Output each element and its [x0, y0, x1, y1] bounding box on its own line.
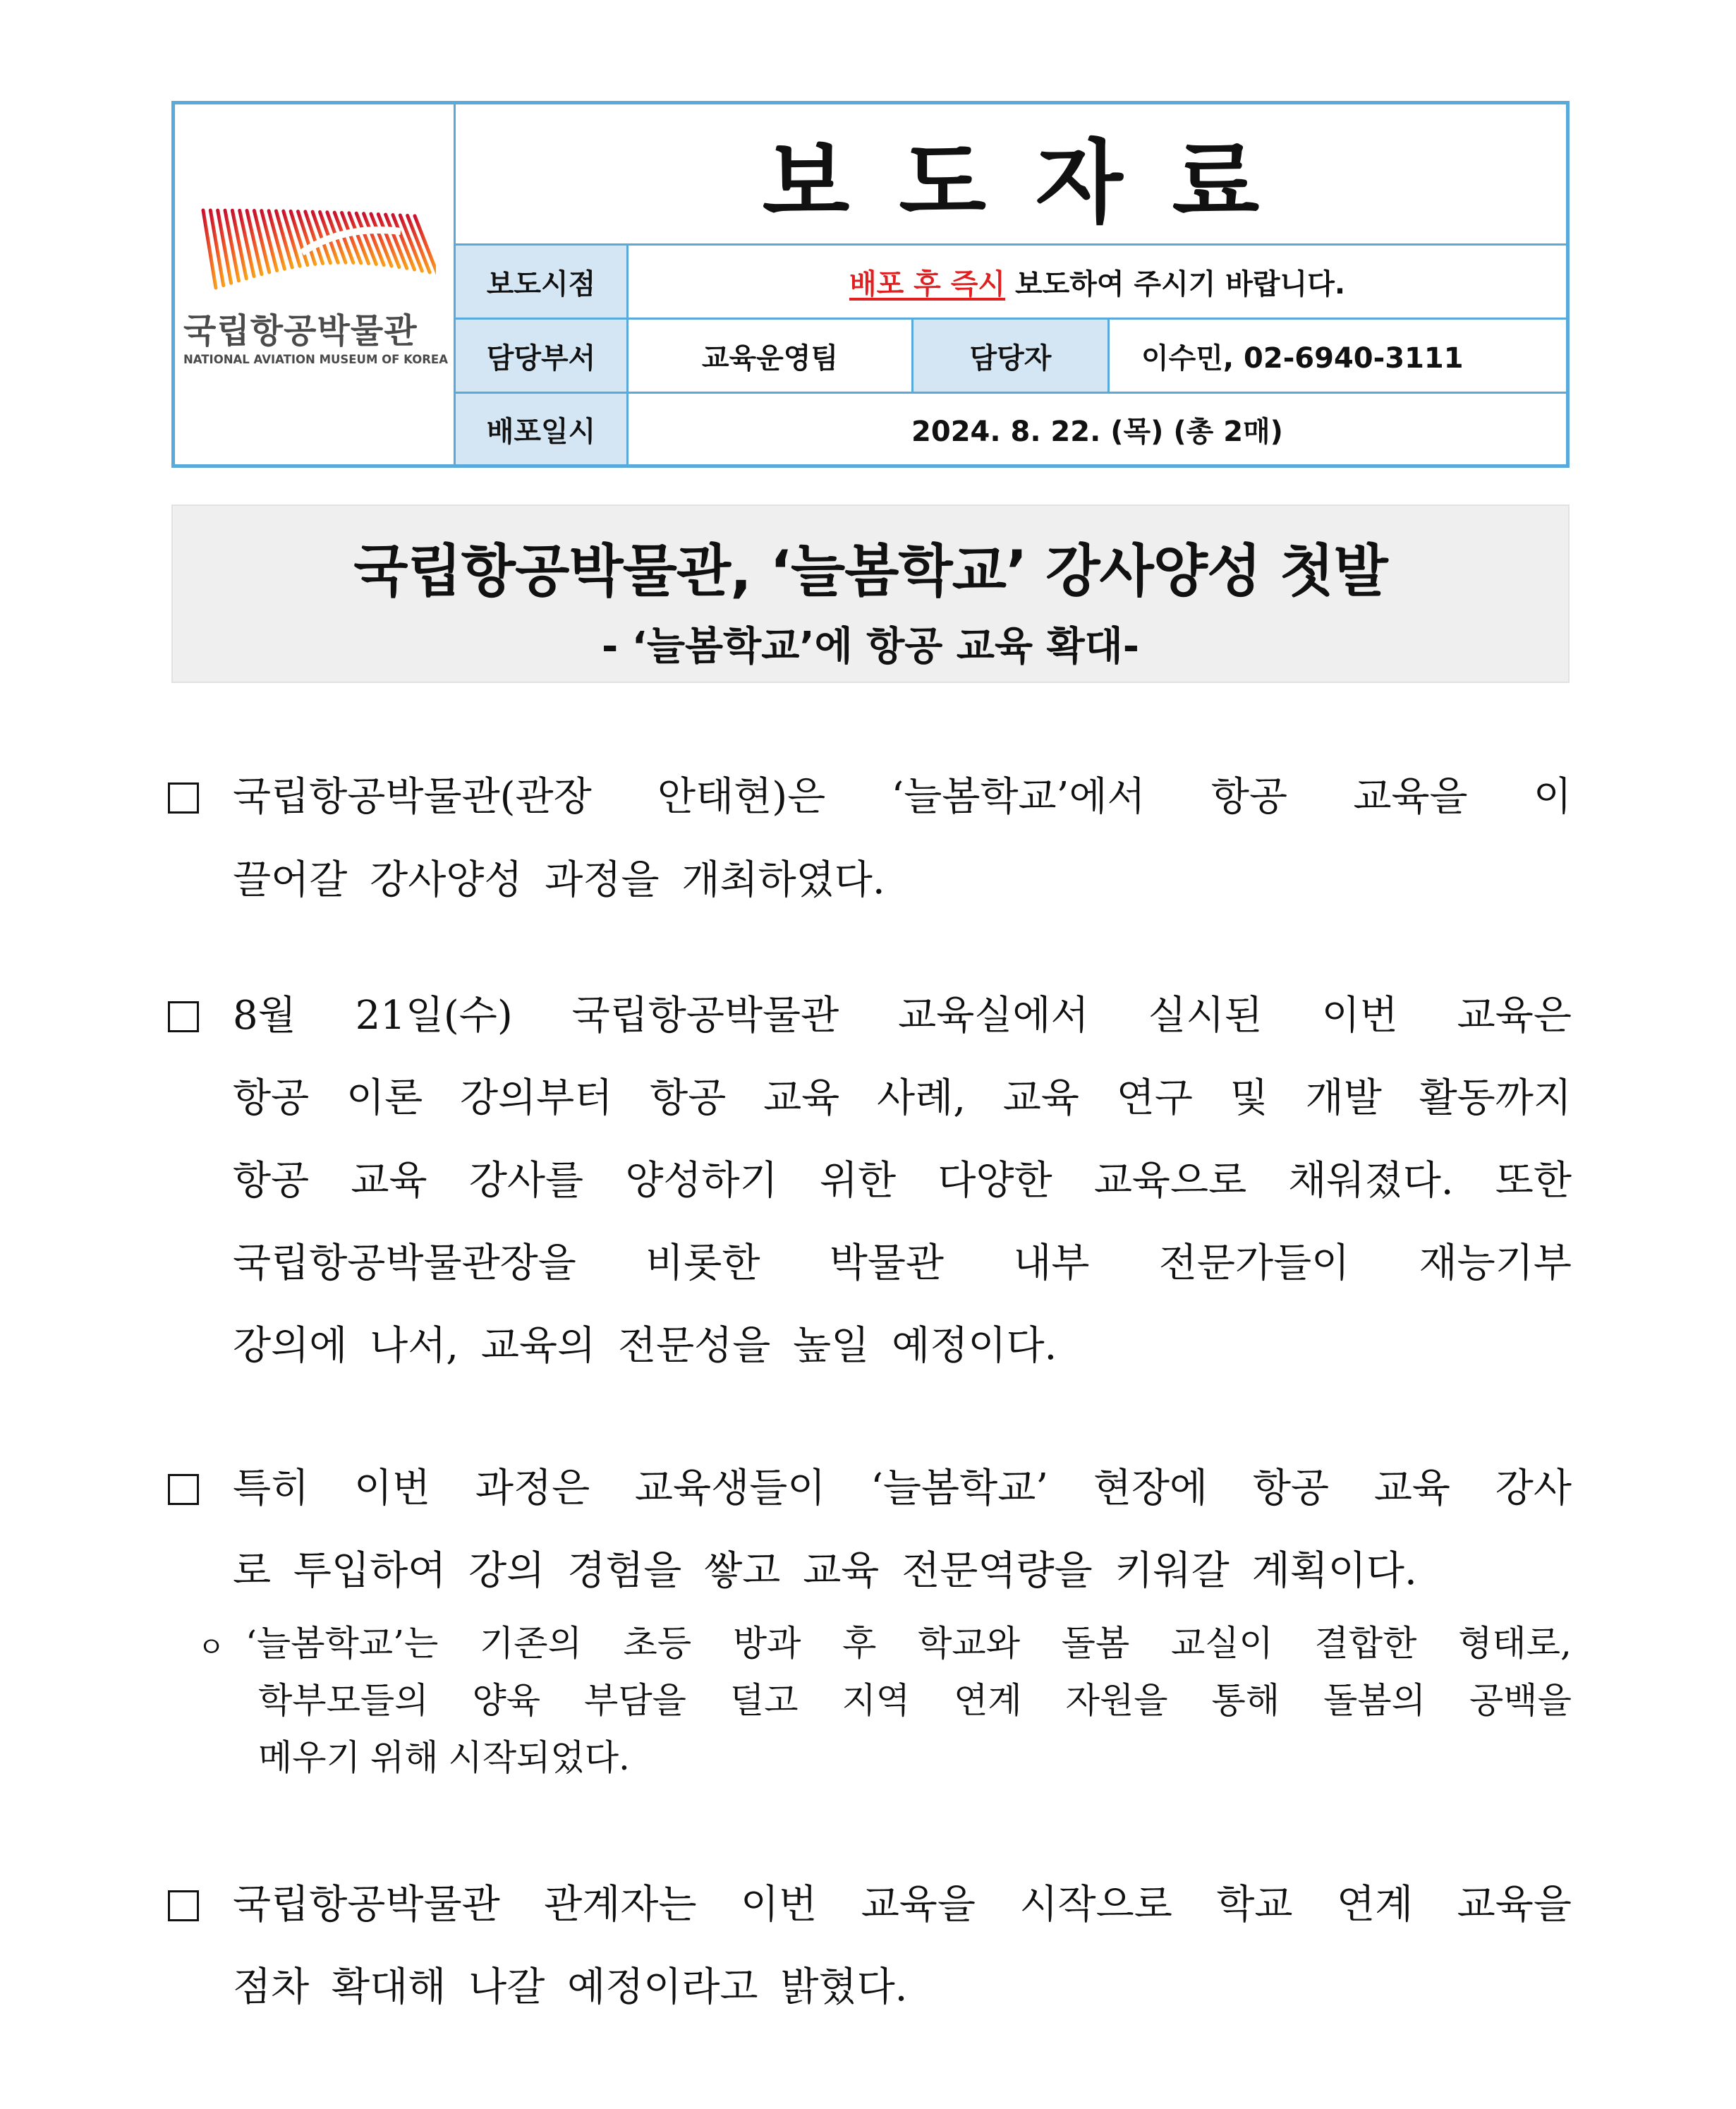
- word: 항공: [650, 1075, 727, 1121]
- paragraph-line: [233, 1322, 1572, 1371]
- word: 교육: [351, 1158, 427, 1204]
- word: 돌봄의: [1323, 1680, 1426, 1721]
- word: 학교: [1216, 1882, 1293, 1928]
- headline-sub: - ‘늘봄학교’에 항공 교육 확대-: [601, 624, 1140, 670]
- word: ‘늘봄학교’는: [245, 1623, 439, 1664]
- sub-paragraph-line: [258, 1679, 1572, 1722]
- word: 다양한: [937, 1158, 1052, 1204]
- word: 경험을: [567, 1548, 695, 1594]
- word: 확대해: [332, 1964, 459, 2010]
- word: 이론: [346, 1075, 423, 1121]
- word: 기존의: [479, 1623, 582, 1664]
- word: 현장에: [1093, 1466, 1208, 1511]
- word: 점차: [233, 1964, 322, 2010]
- logo-ray: [240, 210, 254, 276]
- word: 양성하기: [625, 1158, 778, 1204]
- word: 교육: [803, 1548, 892, 1594]
- word: 국립항공박물관: [233, 1882, 500, 1928]
- paragraph-line: [233, 1156, 1572, 1206]
- checkbox-bullet-icon: [168, 1890, 199, 1921]
- word: 강의: [468, 1548, 558, 1594]
- word: 이번: [353, 1466, 431, 1511]
- word: 투입하여: [293, 1548, 459, 1594]
- word: 높일: [793, 1323, 882, 1369]
- release-timing-rest: 보도하여 주시기 바랍니다.: [1005, 267, 1346, 301]
- word: 학부모들의: [258, 1680, 429, 1721]
- checkbox-bullet-icon: [168, 1474, 199, 1505]
- department-value: 교육운영팀: [701, 342, 839, 375]
- word: 나갈: [468, 1964, 558, 2010]
- word: 사례,: [877, 1075, 966, 1121]
- word: 활동까지: [1419, 1075, 1572, 1121]
- word: 지역: [842, 1680, 911, 1721]
- release-timing-value: [629, 246, 1566, 318]
- word: 이: [1533, 774, 1572, 820]
- word: 통해: [1211, 1680, 1280, 1721]
- word: 부담을: [584, 1680, 686, 1721]
- headline-box: [171, 504, 1570, 683]
- logo-ray: [247, 210, 262, 274]
- word: 교육생들이: [634, 1466, 826, 1511]
- sub-paragraph-line: [245, 1622, 1572, 1664]
- paragraph-line: [233, 773, 1572, 822]
- sub-paragraph-line: [258, 1736, 1572, 1779]
- word: 항공: [233, 1158, 310, 1204]
- word: 쌓고: [704, 1548, 794, 1594]
- word: 교육으로: [1093, 1158, 1247, 1204]
- sub-bullet-icon: ㅇ: [198, 1631, 225, 1664]
- word: 실시된: [1148, 993, 1263, 1039]
- museum-logo-mark-icon: [196, 203, 436, 302]
- word: 시작으로: [1019, 1882, 1172, 1928]
- department-label: 담당부서: [456, 320, 626, 392]
- word: 메우기: [258, 1737, 360, 1778]
- word: 강의에: [233, 1323, 360, 1369]
- paragraph-line: [233, 856, 1572, 905]
- word: 돌봄: [1061, 1623, 1130, 1664]
- checkbox-bullet-icon: [168, 782, 199, 814]
- body-paragraph-3: [168, 1464, 1572, 1817]
- paragraph-line: [233, 991, 1572, 1041]
- word: 교실이: [1170, 1623, 1273, 1664]
- word: 국립항공박물관장을: [233, 1240, 576, 1286]
- word: 교육을: [1353, 774, 1468, 820]
- word: 계획이다.: [1251, 1548, 1417, 1594]
- headline-main: 국립항공박물관, ‘늘봄학교’ 강사양성 첫발: [353, 538, 1388, 604]
- paragraph-line: [233, 1239, 1572, 1288]
- logo-english-name: NATIONAL AVIATION MUSEUM OF KOREA: [183, 353, 448, 366]
- word: 교육: [1002, 1075, 1079, 1121]
- word: 21일(수): [355, 993, 513, 1039]
- word: 공백을: [1469, 1680, 1572, 1721]
- word: ‘늘봄학교’: [870, 1466, 1049, 1511]
- word: 예정이다.: [892, 1323, 1057, 1369]
- distribution-date-value: 2024. 8. 22. (목) (총 2매): [911, 415, 1283, 448]
- word: 덜고: [729, 1680, 799, 1721]
- word: 개최하였다.: [681, 857, 885, 903]
- checkbox-bullet-icon: [168, 1001, 199, 1032]
- press-release-header-table: [171, 101, 1570, 468]
- word: 밝혔다.: [780, 1964, 908, 2010]
- word: 채워졌다.: [1288, 1158, 1454, 1204]
- word: 및: [1230, 1075, 1268, 1121]
- logo-ray: [232, 210, 246, 278]
- word: 관계자는: [544, 1882, 697, 1928]
- release-timing-label: 보도시점: [456, 246, 626, 318]
- paragraph-line: [233, 1880, 1572, 1930]
- paragraph-line: [233, 1074, 1572, 1123]
- word: 연계: [1336, 1882, 1414, 1928]
- word: 강사를: [468, 1158, 584, 1204]
- body-paragraph-4: [168, 1880, 1572, 2022]
- body-paragraph-2: [168, 991, 1572, 1386]
- word: 항공: [1252, 1466, 1330, 1511]
- word: 국립항공박물관(관장: [233, 774, 592, 820]
- paragraph-line: [233, 1464, 1572, 1513]
- logo-korean-name: 국립항공박물관: [183, 311, 418, 351]
- word: 비롯한: [645, 1240, 760, 1286]
- release-timing-emphasis: 배포 후 즉시: [849, 267, 1006, 301]
- word: 이번: [741, 1882, 818, 1928]
- word: 자원을: [1065, 1680, 1168, 1721]
- word: 항공: [233, 1075, 310, 1121]
- word: 강사: [1495, 1466, 1572, 1511]
- press-release-title: 보도자료: [762, 131, 1309, 236]
- word: 안태현)은: [657, 774, 826, 820]
- word: 예정이라고: [567, 1964, 771, 2010]
- word: 초등: [623, 1623, 692, 1664]
- word: 학교와: [918, 1623, 1020, 1664]
- paragraph-line: [233, 1963, 1572, 2012]
- word: 또한: [1495, 1158, 1572, 1204]
- word: 후: [842, 1623, 877, 1664]
- word: 위해: [370, 1737, 439, 1778]
- word: 교육: [763, 1075, 840, 1121]
- word: 나서,: [370, 1323, 471, 1369]
- logo-ray: [269, 211, 284, 269]
- word: 전문가들이: [1158, 1240, 1350, 1286]
- word: 교육: [1373, 1466, 1451, 1511]
- word: 시작되었다.: [448, 1737, 630, 1778]
- word: 재능기부: [1419, 1240, 1572, 1286]
- word: 교육을: [1457, 1882, 1572, 1928]
- word: 형태로,: [1458, 1623, 1572, 1664]
- word: 국립항공박물관: [571, 993, 839, 1039]
- word: 이번: [1321, 993, 1398, 1039]
- logo-ray: [262, 211, 277, 271]
- word: 강사양성: [370, 857, 535, 903]
- word: 끌어갈: [233, 857, 360, 903]
- word: 양육: [472, 1680, 541, 1721]
- word: 연계: [954, 1680, 1022, 1721]
- word: 전문성을: [617, 1323, 784, 1369]
- word: 항공: [1210, 774, 1288, 820]
- word: 과정을: [545, 857, 672, 903]
- paragraph-line: [233, 1547, 1572, 1596]
- logo-ray: [254, 211, 269, 272]
- museum-logo: [175, 104, 456, 464]
- word: 결합한: [1314, 1623, 1417, 1664]
- word: 내부: [1013, 1240, 1090, 1286]
- word: 연구: [1116, 1075, 1193, 1121]
- word: 방과: [732, 1623, 801, 1664]
- word: 특히: [233, 1466, 310, 1511]
- word: 교육의: [480, 1323, 608, 1369]
- word: 위한: [819, 1158, 897, 1204]
- word: 전문역량을: [902, 1548, 1105, 1594]
- body-paragraph-1: [168, 773, 1572, 914]
- word: 교육을: [861, 1882, 976, 1928]
- contact-person-label: 담당자: [913, 320, 1107, 392]
- word: 교육은: [1457, 993, 1572, 1039]
- word: 과정은: [475, 1466, 590, 1511]
- distribution-date-label: 배포일시: [456, 394, 626, 464]
- word: 키워갈: [1115, 1548, 1242, 1594]
- word: 교육실에서: [898, 993, 1089, 1039]
- word: 8월: [233, 993, 296, 1039]
- word: 개발: [1305, 1075, 1382, 1121]
- contact-person-value: 이수민, 02-6940-3111: [1141, 342, 1464, 375]
- word: 박물관: [829, 1240, 945, 1286]
- word: 강의부터: [459, 1075, 613, 1121]
- word: 로: [233, 1548, 284, 1594]
- word: ‘늘봄학교’에서: [891, 774, 1146, 820]
